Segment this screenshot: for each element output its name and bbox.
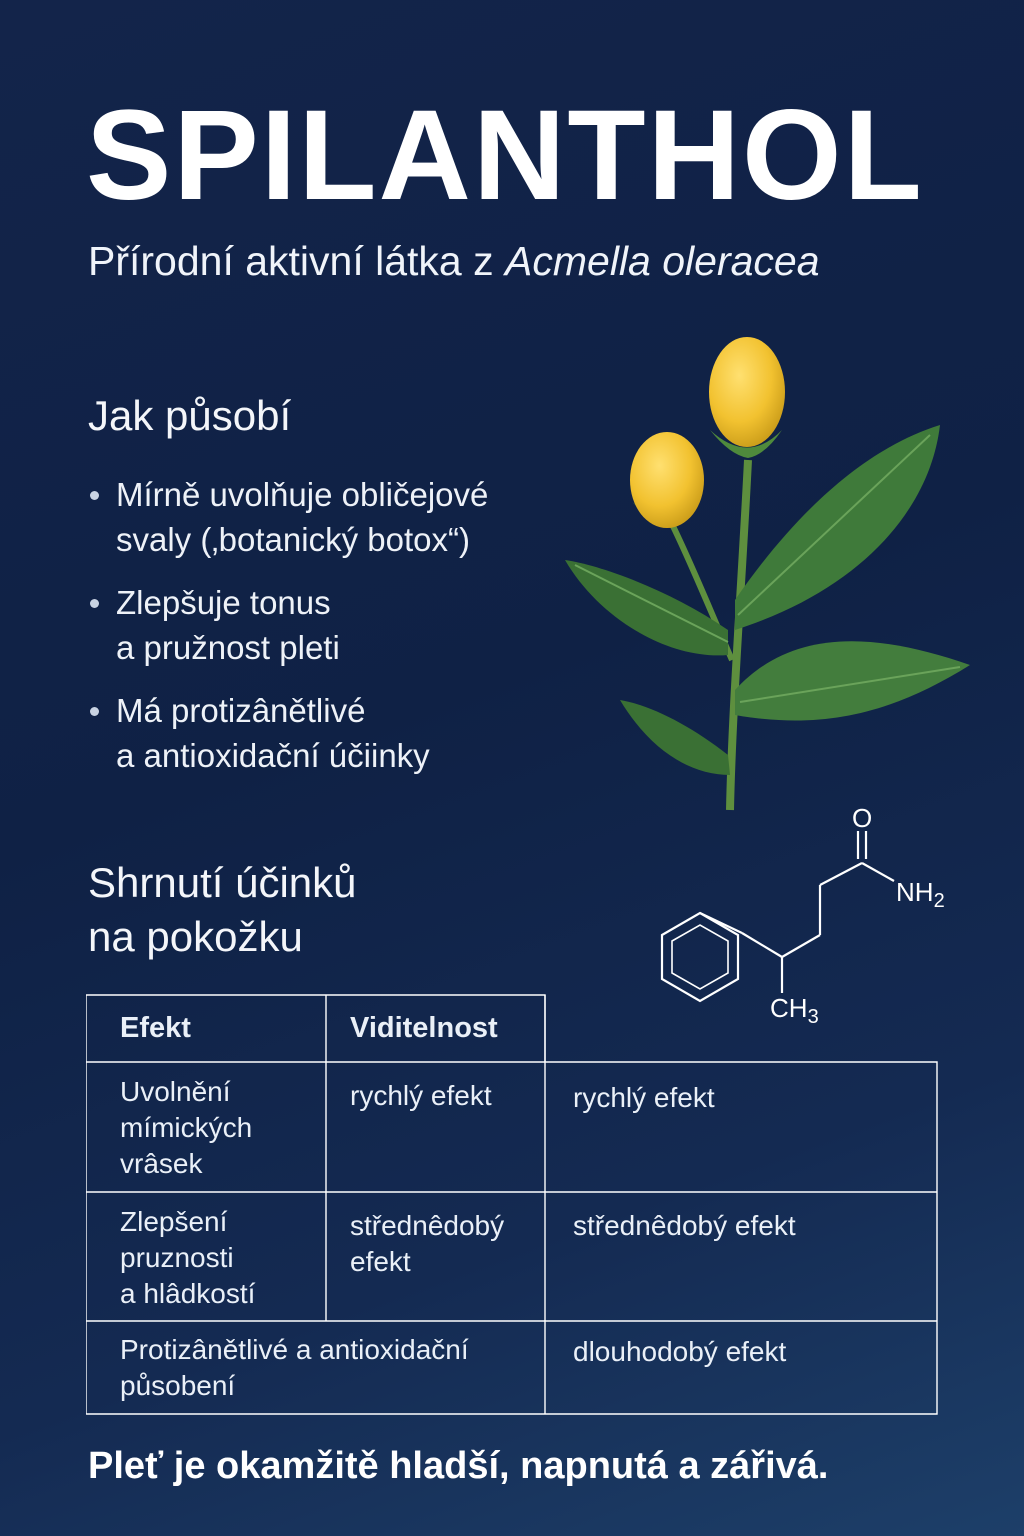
- bullet-line: a pružnost pleti: [116, 629, 340, 666]
- amine-label: [896, 877, 945, 912]
- subtitle-prefix: Přírodní aktivní látka z: [88, 238, 506, 284]
- page-title: SPILANTHOL: [86, 84, 924, 227]
- footer-tagline: Pleť je okamžitě hladší, napnutá a zářivá.: [88, 1445, 829, 1487]
- page-subtitle: [88, 238, 820, 285]
- bullet-line: Má protizânětlivé: [116, 692, 366, 729]
- table-cell-extra: dlouhodobý efekt: [573, 1336, 787, 1367]
- bullet-icon: [90, 599, 99, 608]
- cell-line: Protizânětlivé a antioxidační: [120, 1334, 469, 1365]
- table-header-visibility: Viditelnost: [350, 1012, 498, 1044]
- list-item: [88, 472, 568, 562]
- table-header-effect: Efekt: [120, 1012, 191, 1044]
- table-cell-effect: [120, 1332, 469, 1404]
- methyl-text: CH: [770, 993, 808, 1023]
- benefit-list: [88, 472, 568, 796]
- oxygen-label: O: [852, 803, 873, 833]
- summary-heading-line: Shrnutí účinků: [88, 859, 357, 906]
- bullet-line: svaly (‚botanický botox“): [116, 521, 470, 558]
- table-cell-extra: střednêdobý efekt: [573, 1210, 796, 1241]
- bullet-line: a antioxidační účiinky: [116, 737, 430, 774]
- list-item: [88, 580, 568, 670]
- methyl-subscript: 3: [807, 1006, 819, 1028]
- cell-line: vrâsek: [120, 1148, 203, 1179]
- table-cell-visibility: [350, 1208, 504, 1280]
- table-cell-effect: [120, 1074, 252, 1182]
- bullet-icon: [90, 491, 99, 500]
- bullet-icon: [90, 707, 99, 716]
- amine-text: NH: [896, 877, 934, 907]
- cell-line: efekt: [350, 1246, 411, 1277]
- how-it-works-heading: Jak působí: [88, 392, 292, 439]
- table-cell-effect: [120, 1204, 255, 1312]
- cell-line: Uvolnění: [120, 1076, 231, 1107]
- table-cell-visibility: rychlý efekt: [350, 1080, 492, 1111]
- amine-subscript: 2: [933, 890, 945, 912]
- summary-heading: [88, 856, 357, 964]
- cell-line: mímických: [120, 1112, 253, 1143]
- cell-line: pruznosti: [120, 1242, 234, 1273]
- bullet-line: Mírně uvolňuje obličejové: [116, 476, 489, 513]
- spilanthes-flower-icon: [560, 330, 980, 820]
- cell-line: a hlâdkostí: [120, 1278, 256, 1309]
- cell-line: působení: [120, 1370, 236, 1401]
- cell-line: Zlepšení: [120, 1206, 228, 1237]
- summary-heading-line: na pokožku: [88, 913, 303, 960]
- cell-line: střednêdobý: [350, 1210, 505, 1241]
- subtitle-species: Acmella oleracea: [505, 238, 820, 284]
- effects-table: [86, 994, 938, 1416]
- table-cell-extra: rychlý efekt: [573, 1082, 715, 1113]
- bullet-line: Zlepšuje tonus: [116, 584, 331, 621]
- list-item: [88, 688, 568, 778]
